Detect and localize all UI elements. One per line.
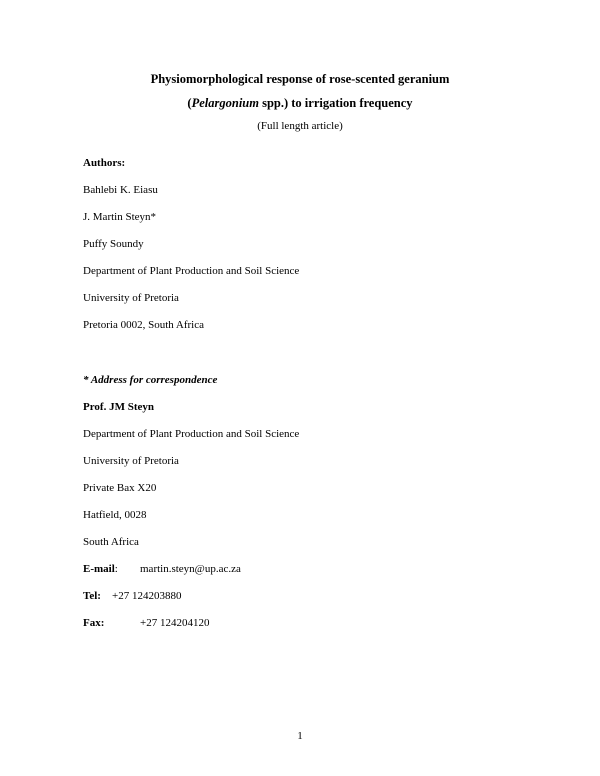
- fax-label: Fax:: [83, 617, 105, 629]
- tel-value: +27 124203880: [112, 590, 182, 602]
- affiliation-line: Pretoria 0002, South Africa: [83, 319, 204, 331]
- correspondence-heading: * Address for correspondence: [83, 374, 218, 386]
- author-name: J. Martin Steyn*: [83, 211, 157, 223]
- email-value: martin.steyn@up.ac.za: [140, 563, 241, 575]
- title-line-1: Physiomorphological response of rose-scented geranium: [150, 72, 450, 86]
- address-line: South Africa: [83, 536, 139, 548]
- affiliation-line: University of Pretoria: [83, 292, 179, 304]
- page-number: 1: [297, 730, 303, 742]
- fax-value: +27 124204120: [140, 617, 210, 629]
- correspondence-name: Prof. JM Steyn: [83, 401, 154, 413]
- article-type: (Full length article): [257, 120, 343, 132]
- tel-label: Tel:: [83, 590, 101, 602]
- title-line-2: [0, 96, 600, 111]
- title-paren-open: (: [187, 96, 192, 110]
- email-label: E-mail: [83, 563, 115, 575]
- address-line: Private Bax X20: [83, 482, 157, 494]
- address-line: University of Pretoria: [83, 455, 179, 467]
- authors-heading: Authors:: [83, 157, 126, 169]
- address-line: Hatfield, 0028: [83, 509, 147, 521]
- affiliation-line: Department of Plant Production and Soil Science: [83, 265, 300, 277]
- email-row: [83, 563, 118, 575]
- author-name: Puffy Soundy: [83, 238, 144, 250]
- title-line-2-rest: spp.) to irrigation frequency: [258, 96, 413, 110]
- title-genus: Pelargonium: [191, 96, 259, 110]
- address-line: Department of Plant Production and Soil Science: [83, 428, 300, 440]
- author-name: Bahlebi K. Eiasu: [83, 184, 158, 196]
- email-colon: :: [114, 563, 118, 575]
